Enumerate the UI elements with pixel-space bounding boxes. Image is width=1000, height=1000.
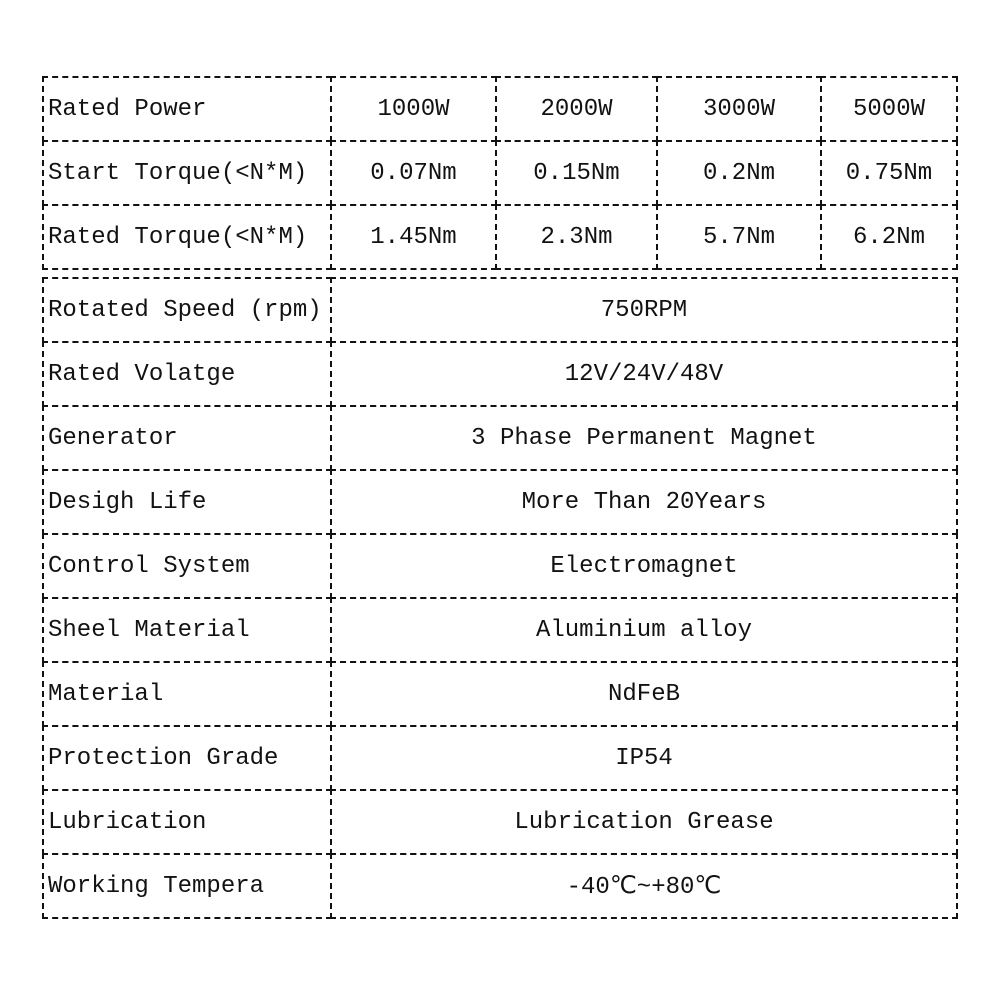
- row-label: Desigh Life: [42, 469, 332, 535]
- row-label: Rotated Speed (rpm): [42, 277, 332, 343]
- spec-value: 0.15Nm: [495, 140, 658, 206]
- table-row: [42, 76, 958, 142]
- spec-value: More Than 20Years: [330, 469, 958, 535]
- row-label: Rated Volatge: [42, 341, 332, 407]
- spec-value: -40℃~+80℃: [330, 853, 958, 919]
- spec-value: Lubrication Grease: [330, 789, 958, 855]
- spec-value: 12V/24V/48V: [330, 341, 958, 407]
- spec-value: 0.2Nm: [656, 140, 822, 206]
- row-label: Control System: [42, 533, 332, 599]
- spec-value: 2000W: [495, 76, 658, 142]
- spec-value: 0.75Nm: [820, 140, 958, 206]
- table-row: [42, 140, 958, 206]
- table-row: [42, 661, 958, 727]
- table-row: [42, 277, 958, 343]
- row-label: Material: [42, 661, 332, 727]
- spec-value: 5000W: [820, 76, 958, 142]
- spec-value: 0.07Nm: [330, 140, 497, 206]
- spec-value: 1000W: [330, 76, 497, 142]
- table-row: [42, 725, 958, 791]
- table-row: [42, 597, 958, 663]
- spec-value: NdFeB: [330, 661, 958, 727]
- spec-value: Electromagnet: [330, 533, 958, 599]
- spec-table: [42, 76, 958, 919]
- spec-value: 3 Phase Permanent Magnet: [330, 405, 958, 471]
- table-row: [42, 469, 958, 535]
- table-row: [42, 341, 958, 407]
- table-row: [42, 405, 958, 471]
- spec-value: IP54: [330, 725, 958, 791]
- spec-value: Aluminium alloy: [330, 597, 958, 663]
- row-label: Rated Torque(<N*M): [42, 204, 332, 270]
- table-row: [42, 789, 958, 855]
- row-label: Rated Power: [42, 76, 332, 142]
- row-label: Protection Grade: [42, 725, 332, 791]
- spec-value: 2.3Nm: [495, 204, 658, 270]
- table-row: [42, 853, 958, 919]
- row-label: Sheel Material: [42, 597, 332, 663]
- row-label: Generator: [42, 405, 332, 471]
- spec-value: 750RPM: [330, 277, 958, 343]
- spec-value: 6.2Nm: [820, 204, 958, 270]
- table-row: [42, 533, 958, 599]
- spec-value: 1.45Nm: [330, 204, 497, 270]
- row-label: Working Tempera: [42, 853, 332, 919]
- spec-value: 3000W: [656, 76, 822, 142]
- row-label: Start Torque(<N*M): [42, 140, 332, 206]
- row-label: Lubrication: [42, 789, 332, 855]
- table-row: [42, 204, 958, 270]
- spec-value: 5.7Nm: [656, 204, 822, 270]
